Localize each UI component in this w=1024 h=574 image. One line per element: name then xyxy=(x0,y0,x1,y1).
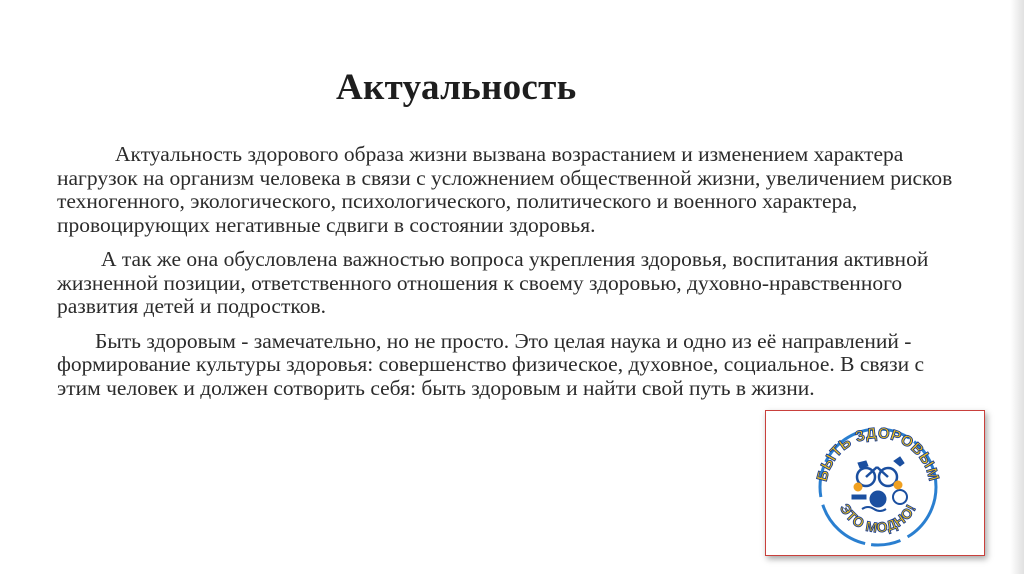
slide-edge-shadow xyxy=(1010,0,1024,574)
slide-title: Актуальность xyxy=(336,67,577,108)
slide-body xyxy=(57,143,957,411)
ball-icon xyxy=(870,491,886,507)
tennis-ball-icon xyxy=(854,483,862,491)
healthy-lifestyle-logo-frame xyxy=(765,410,985,556)
paragraph-1: Актуальность здорового образа жизни вызвана возрастанием и изменением характера нагрузок на организм человека в связи с усложнением общественной жизни, увеличением рисков техногенного, экологического, психологического, политического и военного характера, провоцирующих негативные сдвиги в состоянии здоровья. xyxy=(57,142,953,237)
apple-icon xyxy=(894,481,902,489)
swimmer-icon xyxy=(862,507,886,511)
runner-icon xyxy=(894,457,904,466)
logo-bottom-text: ЭТО МОДНО! xyxy=(836,500,920,536)
dumbbell-icon xyxy=(852,495,866,499)
paragraph-2: А так же она обусловлена важностью вопроса укрепления здоровья, воспитания активной жизненной позиции, ответственного отношения к своему здоровью, духовно-нравственного развития детей и подростков. xyxy=(57,247,929,318)
healthy-lifestyle-logo xyxy=(766,411,983,554)
logo-top-text: БЫТЬ ЗДОРОВЫМ xyxy=(813,424,943,484)
paragraph-3: Быть здоровым - замечательно, но не просто. Это целая наука и одно из её направлений - формирование культуры здоровья: совершенство физическое, духовное, социальное. В связи с этим человек и должен сотворить себя: быть здоровым и найти свой путь в жизни. xyxy=(57,328,925,400)
sports-icons-cluster xyxy=(852,457,907,511)
